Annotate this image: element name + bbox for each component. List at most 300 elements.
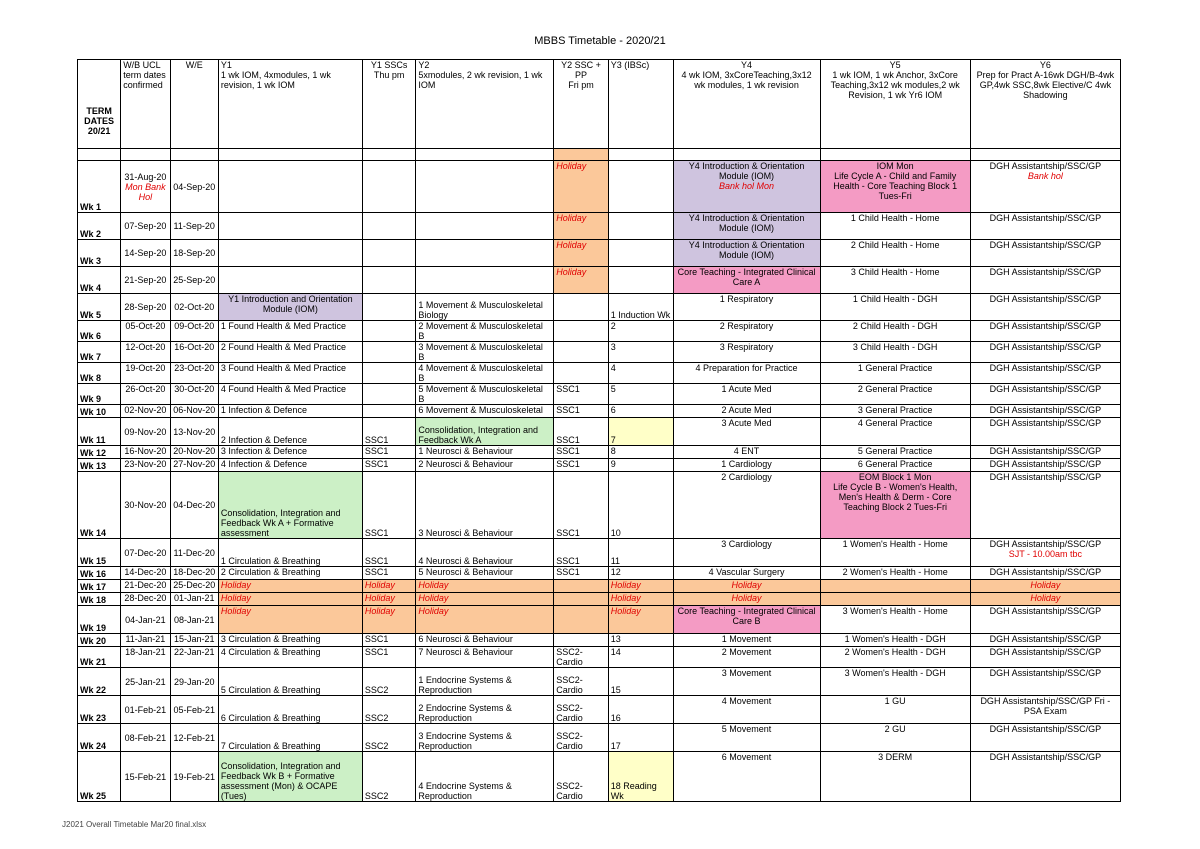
cell-y4-text: 4 Vascular Surgery [708, 567, 785, 577]
cell-y1ssc [362, 321, 415, 342]
cell-y6-text: DGH Assistantship/SSC/GP [989, 539, 1102, 549]
cell-y2 [416, 213, 554, 240]
cell-y5 [820, 321, 970, 342]
cell-y6-text: DGH Assistantship/SSC/GP [989, 459, 1102, 469]
cell-y2-text: 1 Neurosci & Behaviour [418, 446, 513, 456]
table-row [78, 472, 1121, 539]
cell-y3 [608, 213, 673, 240]
cell-y1 [218, 634, 362, 647]
week-begin-date: 23-Nov-20 [124, 459, 167, 469]
week-label: Wk 5 [78, 294, 121, 321]
cell-y2-text: 4 Endocrine Systems & Reproduction [418, 781, 512, 801]
cell-y1 [218, 647, 362, 668]
week-begin-date: 04-Jan-21 [125, 614, 166, 625]
cell-y3-text: 11 [610, 556, 621, 566]
cell-y4 [673, 418, 820, 446]
table-row [78, 321, 1121, 342]
cell-y3 [608, 342, 673, 363]
week-label: Wk 4 [78, 267, 121, 294]
week-begin-cell [121, 647, 170, 668]
cell-y5-text: 6 General Practice [857, 459, 933, 469]
cell-y4-text: 4 ENT [733, 446, 760, 456]
table-row [78, 696, 1121, 724]
cell-y6-text: DGH Assistantship/SSC/GP [989, 724, 1102, 734]
cell-y2 [416, 446, 554, 459]
y6-note: Bank hol [1027, 171, 1063, 181]
table-row [78, 213, 1121, 240]
cell-y2ssc [554, 647, 609, 668]
cell-y6-text: DGH Assistantship/SSC/GP [989, 363, 1102, 373]
cell-y1ssc-text: SSC1 [364, 634, 389, 644]
table-row [78, 647, 1121, 668]
cell-y5-text: 1 Child Health - DGH [852, 294, 938, 304]
cell-y5 [820, 161, 970, 213]
week-begin-cell [121, 593, 170, 606]
week-begin-date: 21-Dec-20 [124, 580, 167, 590]
cell-y3 [608, 634, 673, 647]
cell-y6-text: DGH Assistantship/SSC/GP [989, 418, 1102, 428]
cell-y6-text: DGH Assistantship/SSC/GP [989, 405, 1102, 415]
cell-y6-text: DGH Assistantship/SSC/GP [989, 321, 1102, 331]
cell-y6 [970, 418, 1120, 446]
cell-y6 [970, 539, 1120, 567]
cell-y4 [673, 384, 820, 405]
week-label: Wk 14 [78, 472, 121, 539]
cell-y2ssc [554, 405, 609, 418]
week-begin-cell [121, 294, 170, 321]
cell-y2ssc-text: SSC1 [556, 556, 580, 566]
week-begin-cell [121, 580, 170, 593]
cell-y4 [673, 342, 820, 363]
week-end-date: 20-Nov-20 [170, 446, 218, 459]
cell-y1 [218, 161, 362, 213]
cell-y1ssc [362, 539, 415, 567]
table-row [78, 161, 1121, 213]
cell-y2ssc-text: SSC1 [556, 384, 580, 394]
cell-y2ssc-text: SSC2-Cardio [556, 675, 583, 695]
cell-y5-text: 2 Women's Health - Home [842, 567, 948, 577]
cell-y3-text: 3 [610, 342, 616, 352]
cell-y2 [416, 593, 554, 606]
cell-y5 [820, 240, 970, 267]
cell-y1 [218, 724, 362, 752]
week-begin-cell [121, 459, 170, 472]
cell-y5 [820, 606, 970, 634]
cell-y6 [970, 593, 1120, 606]
week-begin-date: 07-Sep-20 [124, 221, 167, 231]
cell-y1 [218, 267, 362, 294]
cell-y6-text: DGH Assistantship/SSC/GP [989, 634, 1102, 644]
cell-y3-text: 16 [610, 713, 621, 723]
cell-y2ssc [554, 161, 609, 213]
cell-y6 [970, 267, 1120, 294]
cell-y2-text: 4 Movement & Musculoskeletal B [418, 363, 543, 383]
week-label: Wk 15 [78, 539, 121, 567]
week-begin-cell [121, 267, 170, 294]
cell-y2ssc-text: SSC1 [556, 528, 580, 538]
week-begin-cell [121, 384, 170, 405]
cell-y2-text: 6 Neurosci & Behaviour [418, 634, 513, 644]
cell-y5-text: 2 GU [884, 724, 906, 734]
cell-y1ssc [362, 472, 415, 539]
week-end-date: 30-Oct-20 [170, 384, 218, 405]
cell-y4 [673, 321, 820, 342]
cell-y4-text: Holiday [731, 593, 762, 603]
cell-y6-text: DGH Assistantship/SSC/GP Fri - PSA Exam [980, 696, 1111, 716]
header-term: TERM DATES 20/21 [78, 60, 121, 149]
cell-y1-text: 1 Found Health & Med Practice [220, 321, 346, 331]
week-label: Wk 16 [78, 567, 121, 580]
cell-y2-text: 3 Movement & Musculoskeletal B [418, 342, 543, 362]
table-row [78, 539, 1121, 567]
cell-y6-text: DGH Assistantship/SSC/GP [989, 267, 1102, 277]
cell-y1 [218, 472, 362, 539]
week-end-date: 08-Jan-21 [170, 606, 218, 634]
week-begin-date: 01-Feb-21 [124, 704, 167, 715]
cell-y2-text: 4 Neurosci & Behaviour [418, 556, 513, 566]
cell-y2ssc [554, 567, 609, 580]
cell-y3 [608, 606, 673, 634]
cell-y1ssc-text: SSC2 [364, 713, 389, 723]
header-y3: Y3 (IBSc) [608, 60, 673, 149]
cell-y2ssc-text: SSC2-Cardio [556, 731, 583, 751]
cell-y1 [218, 321, 362, 342]
week-begin-cell [121, 342, 170, 363]
cell-y3 [608, 593, 673, 606]
cell-y2 [416, 567, 554, 580]
cell-y2ssc [554, 634, 609, 647]
cell-y2 [416, 647, 554, 668]
cell-y4 [673, 405, 820, 418]
cell-y2-text: Holiday [418, 593, 449, 603]
cell-y1-text: 6 Circulation & Breathing [220, 713, 321, 723]
cell-y5-text: 3 General Practice [857, 405, 933, 415]
week-label: Wk 9 [78, 384, 121, 405]
cell-y2ssc-text: Holiday [556, 161, 587, 171]
header-y5-text: Y5 1 wk IOM, 1 wk Anchor, 3xCore Teaching,3x12 wk modules,2 wk Revision, 1 wk Yr6 IOM [830, 60, 960, 100]
cell-y2ssc-text: SSC1 [556, 435, 580, 445]
cell-y2ssc [554, 213, 609, 240]
week-begin-date: 19-Oct-20 [125, 363, 166, 373]
cell-y3 [608, 459, 673, 472]
cell-y1ssc [362, 405, 415, 418]
cell-y1-text: 2 Infection & Defence [220, 435, 307, 445]
cell-y5 [820, 294, 970, 321]
cell-y4-text: Core Teaching - Integrated Clinical Care B [677, 606, 816, 626]
week-begin-date: 12-Oct-20 [125, 342, 166, 352]
header-y6-text: Y6 Prep for Pract A-16wk DGH/B-4wk GP,4wk SSC,8wk Elective/C 4wk Shadowing [976, 60, 1115, 100]
table-row [78, 240, 1121, 267]
cell-y2ssc-text: Holiday [556, 267, 587, 277]
cell-y4 [673, 539, 820, 567]
cell-y3 [608, 446, 673, 459]
cell-y1ssc [362, 668, 415, 696]
cell-y2 [416, 606, 554, 634]
cell-y4-text: 1 Respiratory [719, 294, 774, 304]
cell-y6 [970, 446, 1120, 459]
cell-y1ssc [362, 384, 415, 405]
week-begin-date: 02-Nov-20 [124, 405, 167, 415]
table-row [78, 446, 1121, 459]
cell-y1 [218, 593, 362, 606]
cell-y5 [820, 405, 970, 418]
cell-y4 [673, 668, 820, 696]
cell-y3-text: 13 [610, 634, 621, 644]
week-begin-date: 15-Feb-21 [124, 771, 167, 782]
header-y1-ssc: Y1 SSCs Thu pm [362, 60, 415, 149]
cell-y1-text: Holiday [220, 580, 251, 590]
cell-y3-text: 15 [610, 685, 621, 695]
cell-y4-text: 2 Respiratory [719, 321, 774, 331]
cell-y6 [970, 567, 1120, 580]
cell-y4 [673, 294, 820, 321]
cell-y2ssc [554, 696, 609, 724]
cell-y6-text: DGH Assistantship/SSC/GP [989, 240, 1102, 250]
week-begin-cell [121, 418, 170, 446]
cell-y2ssc [554, 267, 609, 294]
cell-y1 [218, 294, 362, 321]
cell-y2ssc [554, 321, 609, 342]
cell-y4-text: 6 Movement [721, 752, 772, 762]
cell-y1-text: Holiday [220, 606, 251, 616]
cell-y3 [608, 539, 673, 567]
cell-y6-text: DGH Assistantship/SSC/GP [989, 161, 1102, 171]
cell-y6 [970, 240, 1120, 267]
cell-y2-text: 2 Movement & Musculoskeletal B [418, 321, 543, 341]
cell-y5 [820, 567, 970, 580]
week-end-date: 25-Dec-20 [170, 580, 218, 593]
cell-y2ssc [554, 240, 609, 267]
week-begin-cell [121, 363, 170, 384]
cell-y2ssc-text: Holiday [556, 213, 587, 223]
cell-y4 [673, 567, 820, 580]
cell-y6 [970, 724, 1120, 752]
cell-y2-text: Consolidation, Integration and Feedback Wk A [418, 425, 538, 445]
cell-y1ssc-text: SSC1 [364, 528, 389, 538]
cell-y6 [970, 342, 1120, 363]
cell-y6-text: Holiday [1030, 580, 1061, 590]
cell-y2ssc [554, 472, 609, 539]
week-end-date: 05-Feb-21 [170, 696, 218, 724]
week-begin-date: 07-Dec-20 [124, 547, 167, 558]
cell-y2ssc [554, 668, 609, 696]
cell-y4 [673, 446, 820, 459]
cell-y1ssc [362, 294, 415, 321]
cell-y5 [820, 696, 970, 724]
cell-y5 [820, 459, 970, 472]
cell-y6 [970, 752, 1120, 802]
cell-y5-text: 2 General Practice [857, 384, 933, 394]
week-end-date: 12-Feb-21 [170, 724, 218, 752]
cell-y2ssc-text: SSC2-Cardio [556, 781, 583, 801]
header-y2 [416, 60, 554, 149]
cell-y1-text: 1 Infection & Defence [220, 405, 307, 415]
cell-y3-text: 7 [610, 435, 616, 445]
week-label: Wk 7 [78, 342, 121, 363]
cell-y3 [608, 267, 673, 294]
cell-y3 [608, 294, 673, 321]
cell-y4 [673, 696, 820, 724]
y4-note: Bank hol Mon [719, 181, 775, 191]
cell-y1 [218, 696, 362, 724]
cell-y3-text: 4 [610, 363, 616, 373]
table-row [78, 606, 1121, 634]
cell-y3 [608, 472, 673, 539]
cell-y1ssc [362, 240, 415, 267]
week-end-date: 23-Oct-20 [170, 363, 218, 384]
cell-y6-text: DGH Assistantship/SSC/GP [989, 384, 1102, 394]
cell-y6 [970, 696, 1120, 724]
cell-y6 [970, 294, 1120, 321]
cell-y2 [416, 539, 554, 567]
week-begin-date: 25-Jan-21 [125, 676, 166, 687]
cell-y2 [416, 472, 554, 539]
table-row [78, 267, 1121, 294]
cell-y1-text: 5 Circulation & Breathing [220, 685, 321, 695]
cell-y4-text: 4 Movement [721, 696, 772, 706]
week-label: Wk 1 [78, 161, 121, 213]
spacer-row [78, 149, 1121, 161]
cell-y5 [820, 668, 970, 696]
cell-y2ssc-text: SSC2-Cardio [556, 703, 583, 723]
cell-y2 [416, 267, 554, 294]
cell-y2-text: 7 Neurosci & Behaviour [418, 647, 513, 657]
cell-y1ssc-text: SSC2 [364, 685, 389, 695]
cell-y1ssc [362, 696, 415, 724]
week-begin-cell [121, 724, 170, 752]
week-begin-cell [121, 539, 170, 567]
cell-y3-text: 18 Reading Wk [610, 781, 657, 801]
cell-y2 [416, 752, 554, 802]
table-row [78, 418, 1121, 446]
header-y4 [673, 60, 820, 149]
week-label: Wk 25 [78, 752, 121, 802]
cell-y4-text: 3 Acute Med [721, 418, 772, 428]
week-begin-cell [121, 446, 170, 459]
week-begin-cell [121, 472, 170, 539]
cell-y5-text: 2 Child Health - DGH [852, 321, 938, 331]
cell-y1ssc-text: SSC1 [364, 446, 389, 456]
cell-y1-text: 2 Found Health & Med Practice [220, 342, 346, 352]
cell-y6-text: DGH Assistantship/SSC/GP [989, 567, 1102, 577]
cell-y1 [218, 213, 362, 240]
week-begin-date: 14-Sep-20 [124, 248, 167, 258]
cell-y1-text: 4 Circulation & Breathing [220, 647, 321, 657]
page-title: MBBS Timetable - 2020/21 [534, 35, 666, 47]
cell-y4-text: 3 Respiratory [719, 342, 774, 352]
week-begin-date: 21-Sep-20 [124, 275, 167, 285]
cell-y1-text: 3 Circulation & Breathing [220, 634, 321, 644]
header-y2-ssc: Y2 SSC + PP Fri pm [554, 60, 609, 149]
cell-y6-text: DGH Assistantship/SSC/GP [989, 446, 1102, 456]
cell-y2ssc [554, 384, 609, 405]
cell-y5-text: 1 Women's Health - Home [842, 539, 948, 549]
week-label: Wk 17 [78, 580, 121, 593]
table-row [78, 567, 1121, 580]
cell-y4-text: 5 Movement [721, 724, 772, 734]
table-row [78, 634, 1121, 647]
week-end-date: 25-Sep-20 [170, 267, 218, 294]
timetable-grid [77, 59, 1121, 802]
cell-y1ssc [362, 267, 415, 294]
cell-y2 [416, 580, 554, 593]
cell-y3 [608, 363, 673, 384]
cell-y3 [608, 405, 673, 418]
table-row [78, 724, 1121, 752]
table-row [78, 580, 1121, 593]
week-label: Wk 6 [78, 321, 121, 342]
cell-y6 [970, 668, 1120, 696]
cell-y3-text: 6 [610, 405, 616, 415]
cell-y1ssc [362, 647, 415, 668]
cell-y2-text: 2 Endocrine Systems & Reproduction [418, 703, 512, 723]
header-wb: W/B UCL term dates confirmed [121, 60, 170, 149]
cell-y1ssc-text: Holiday [364, 593, 395, 603]
cell-y3 [608, 752, 673, 802]
cell-y1-text: 7 Circulation & Breathing [220, 741, 321, 751]
cell-y5 [820, 446, 970, 459]
cell-y5 [820, 472, 970, 539]
cell-y1-text: 3 Infection & Defence [220, 446, 307, 456]
cell-y2 [416, 240, 554, 267]
cell-y4-text: Y4 Introduction & Orientation Module (IOM) [688, 213, 805, 233]
week-begin-date: 28-Dec-20 [124, 593, 167, 603]
week-begin-date: 28-Sep-20 [124, 302, 167, 312]
cell-y2ssc [554, 752, 609, 802]
cell-y4 [673, 606, 820, 634]
cell-y2 [416, 459, 554, 472]
cell-y5 [820, 267, 970, 294]
cell-y5 [820, 363, 970, 384]
week-begin-cell [121, 213, 170, 240]
cell-y5-text: 3 Women's Health - Home [842, 606, 948, 616]
cell-y2 [416, 405, 554, 418]
cell-y3-text: Holiday [610, 606, 641, 616]
cell-y2ssc [554, 580, 609, 593]
cell-y1-text: 2 Circulation & Breathing [220, 567, 321, 577]
cell-y5-text: 2 Child Health - Home [850, 240, 940, 250]
cell-y6 [970, 634, 1120, 647]
cell-y2ssc [554, 363, 609, 384]
week-label: Wk 12 [78, 446, 121, 459]
cell-y2 [416, 696, 554, 724]
cell-y2ssc [554, 418, 609, 446]
cell-y3 [608, 161, 673, 213]
week-begin-cell [121, 752, 170, 802]
cell-y2-text: 1 Movement & Musculoskeletal Biology [418, 300, 543, 320]
cell-y5 [820, 752, 970, 802]
cell-y1-text: Holiday [220, 593, 251, 603]
cell-y6 [970, 161, 1120, 213]
cell-y3-text: 14 [610, 647, 621, 657]
cell-y1 [218, 567, 362, 580]
table-row [78, 363, 1121, 384]
week-label: Wk 3 [78, 240, 121, 267]
cell-y2ssc [554, 593, 609, 606]
cell-y2ssc [554, 724, 609, 752]
week-begin-date: 31-Aug-20 [124, 171, 167, 182]
cell-y5-text: 3 Child Health - DGH [852, 342, 938, 352]
week-label: Wk 8 [78, 363, 121, 384]
cell-y4-text: 2 Cardiology [721, 472, 772, 482]
cell-y3 [608, 668, 673, 696]
week-label: Wk 24 [78, 724, 121, 752]
cell-y3-text: 17 [610, 741, 621, 751]
week-begin-cell [121, 696, 170, 724]
week-end-date: 15-Jan-21 [170, 634, 218, 647]
cell-y5-text: 3 DERM [878, 752, 913, 762]
bank-holiday-note: Mon Bank Hol [125, 181, 166, 202]
